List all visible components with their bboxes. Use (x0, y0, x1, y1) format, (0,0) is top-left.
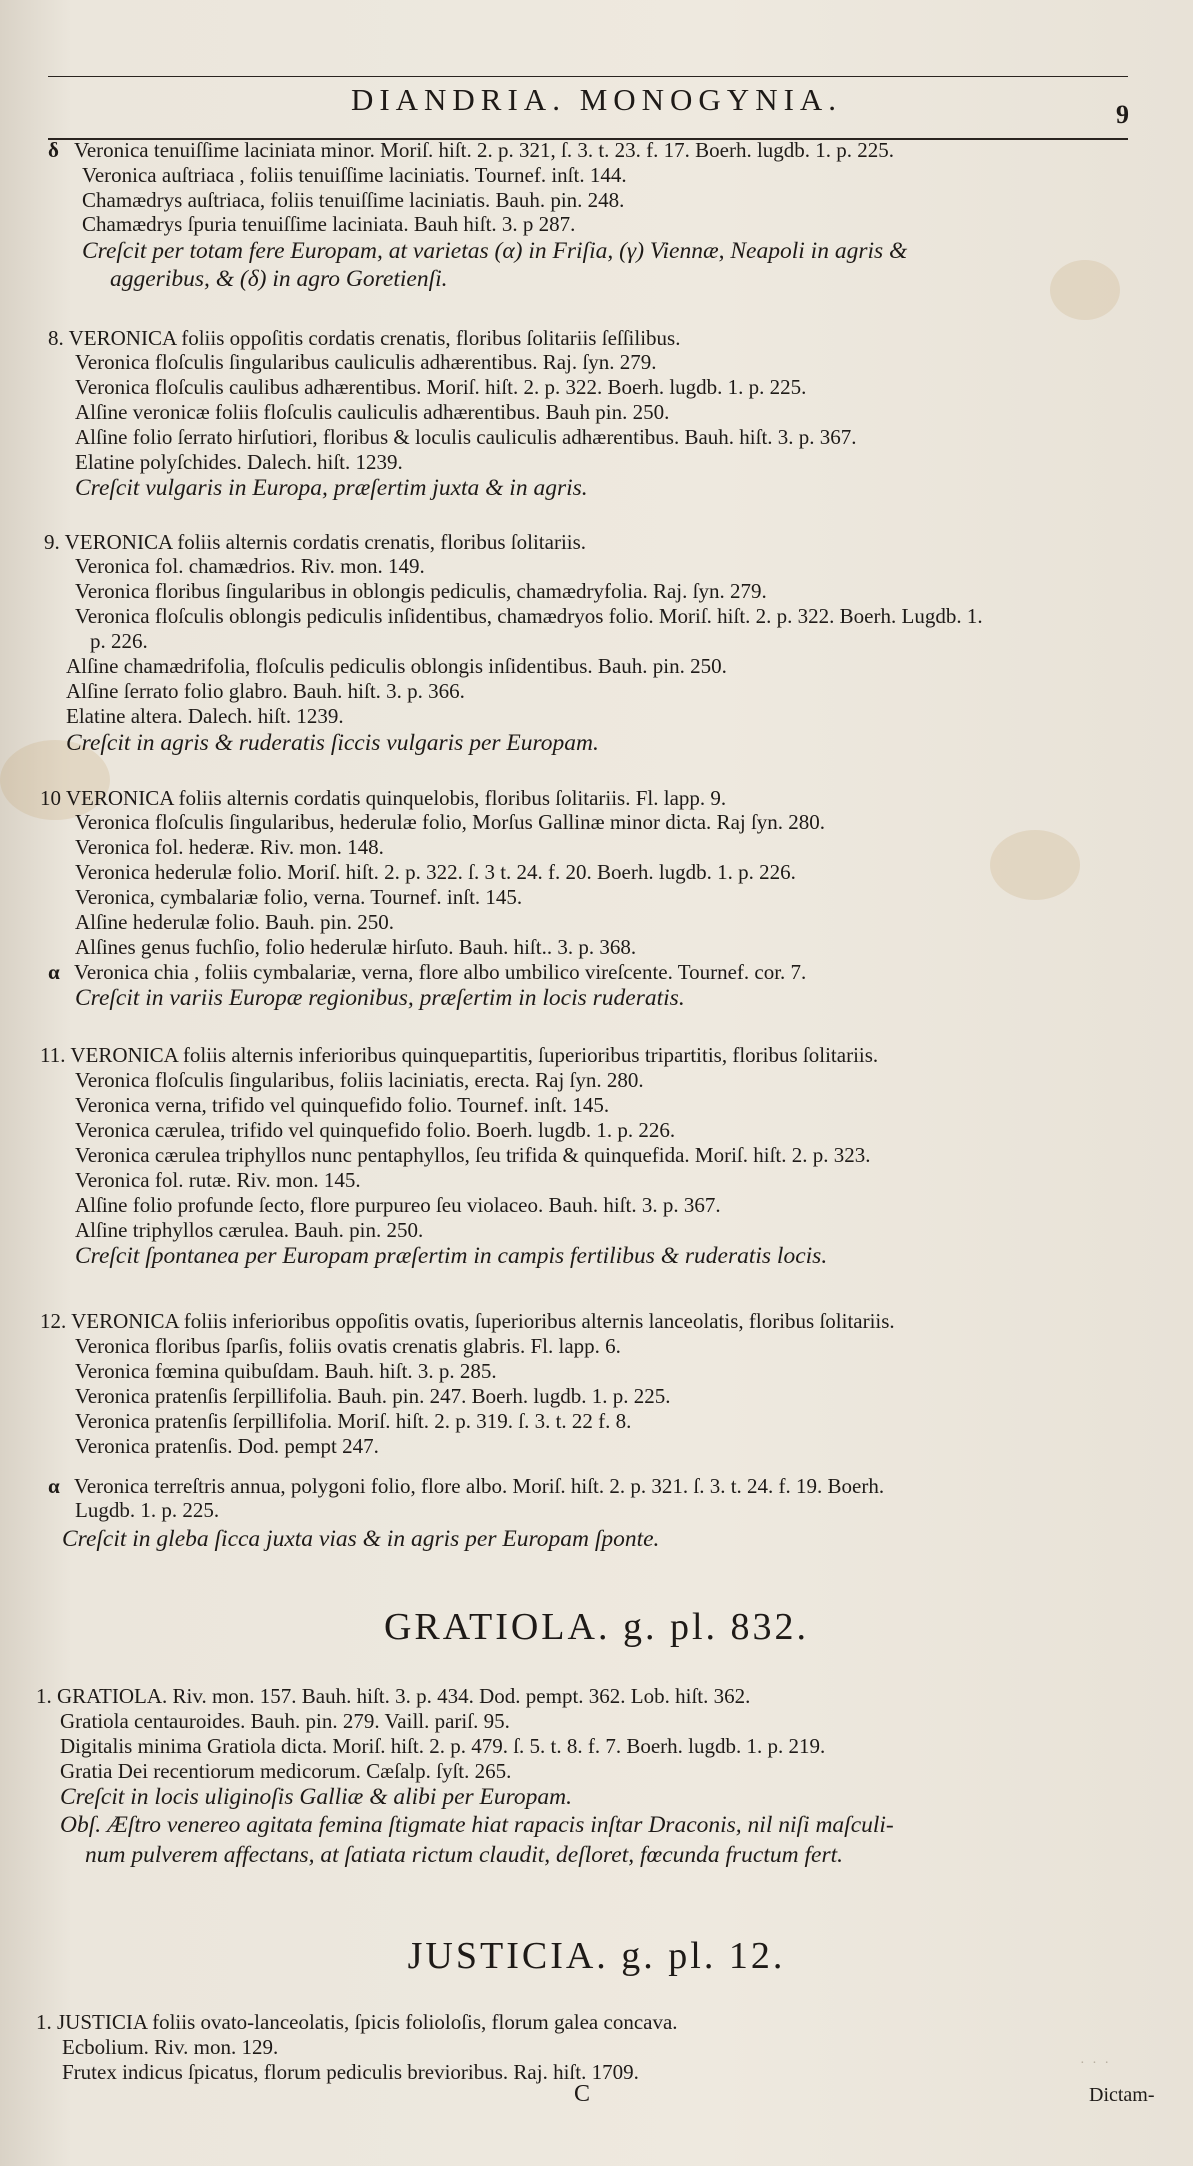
text-line (62, 2062, 639, 2083)
text-line (75, 1095, 609, 1116)
line-text: Veronica floſculis ſingularibus cauliculis adhærentibus. Raj. ſyn. 279. (75, 350, 657, 374)
line-text: Digitalis minima Gratiola dicta. Moriſ. hiſt. 2. p. 479. ſ. 5. t. 8. f. 7. Boerh. lugdb. 1. p. 219. (60, 1734, 826, 1758)
text-line (40, 1045, 878, 1066)
line-text: Alſines genus fuchſio, folio hederulæ hirſuto. Bauh. hiſt.. 3. p. 368. (75, 935, 637, 959)
italic-note-line (82, 240, 907, 264)
text-line (75, 887, 522, 908)
line-text: Elatine polyſchides. Dalech. hiſt. 1239. (75, 450, 403, 474)
text-line (75, 452, 403, 473)
line-text: Alſine triphyllos cærulea. Bauh. pin. 250. (75, 1218, 424, 1242)
italic-note-line (85, 1844, 843, 1868)
line-text: 8. VERONICA foliis oppoſitis cordatis crenatis, floribus ſolitariis ſeſſilibus. (48, 326, 681, 350)
line-text: Veronica floſculis ſingularibus, hederulæ folio, Morſus Gallinæ minor dicta. Raj ſyn. 280. (75, 810, 826, 834)
header-rule-top (48, 76, 1128, 77)
line-text: Elatine altera. Dalech. hiſt. 1239. (66, 704, 344, 728)
text-line (66, 656, 727, 677)
text-line (75, 812, 825, 833)
stain (1050, 260, 1120, 320)
line-text: Veronica chia , foliis cymbalariæ, verna, flore albo umbilico vireſcente. Tournef. cor. 7. (74, 960, 807, 984)
line-text: 1. GRATIOLA. Riv. mon. 157. Bauh. hiſt. 3. p. 434. Dod. pempt. 362. Lob. hiſt. 362. (36, 1684, 751, 1708)
line-text: Creſcit in locis uliginoſis Galliæ & alibi per Europam. (60, 1784, 572, 1810)
line-text: Lugdb. 1. p. 225. (75, 1498, 220, 1522)
italic-note-line (62, 1528, 659, 1552)
italic-note-line (60, 1786, 572, 1810)
text-line (75, 1070, 644, 1091)
italic-note-line (75, 987, 685, 1011)
text-line (75, 937, 636, 958)
line-text: Ecbolium. Riv. mon. 129. (62, 2035, 279, 2059)
line-text: Alſine hederulæ folio. Bauh. pin. 250. (75, 910, 395, 934)
genus-heading: JUSTICIA. g. pl. 12. (407, 1935, 786, 1977)
text-line (60, 1711, 510, 1732)
text-line (44, 532, 586, 553)
line-text: 10 VERONICA foliis alternis cordatis quinquelobis, floribus ſolitariis. Fl. lapp. 9. (40, 786, 727, 810)
text-line (82, 214, 575, 235)
text-line (75, 1411, 631, 1432)
text-line (60, 1761, 511, 1782)
variety-marker: α (48, 960, 60, 984)
italic-note-line (66, 732, 599, 756)
text-line (82, 165, 627, 186)
line-text: Veronica floribus ſparſis, foliis ovatis crenatis glabris. Fl. lapp. 6. (75, 1334, 621, 1358)
line-text: Veronica hederulæ folio. Moriſ. hiſt. 2. p. 322. ſ. 3 t. 24. f. 20. Boerh. lugdb. 1. p. 226. (75, 860, 796, 884)
line-text: Veronica auſtriaca , foliis tenuiſſime laciniatis. Tournef. inſt. 144. (82, 163, 627, 187)
line-text: Veronica, cymbalariæ folio, verna. Tournef. inſt. 145. (75, 885, 523, 909)
page-number: 9 (1116, 100, 1129, 129)
line-text: Frutex indicus ſpicatus, florum pediculis brevioribus. Raj. hiſt. 1709. (62, 2060, 639, 2084)
line-text: Creſcit in gleba ſicca juxta vias & in agris per Europam ſponte. (62, 1526, 660, 1552)
line-text: Alſine folio ſerrato hirſutiori, floribus & loculis cauliculis adhærentibus. Bauh. hiſt. 3. p. 367. (75, 425, 857, 449)
text-line (48, 1476, 884, 1497)
line-text: Veronica pratenſis. Dod. pempt 247. (75, 1434, 379, 1458)
line-text: Veronica floribus ſingularibus in oblongis pediculis, chamædryfolia. Raj. ſyn. 279. (75, 579, 767, 603)
line-text: Gratiola centauroides. Bauh. pin. 279. Vaill. pariſ. 95. (60, 1709, 510, 1733)
line-text: 12. VERONICA foliis inferioribus oppoſitis ovatis, ſuperioribus alternis lanceolatis, floribus ſolitariis. (40, 1309, 895, 1333)
line-text: Veronica fol. chamædrios. Riv. mon. 149. (75, 554, 425, 578)
text-line (75, 1386, 670, 1407)
text-line (75, 1195, 721, 1216)
genus-heading: GRATIOLA. g. pl. 832. (383, 1606, 810, 1648)
line-text: Veronica verna, trifido vel quinquefido folio. Tournef. inſt. 145. (75, 1093, 610, 1117)
text-line (66, 681, 465, 702)
text-line (40, 1311, 895, 1332)
line-text: Veronica cærulea triphyllos nunc pentaphyllos, ſeu trifida & quinquefida. Moriſ. hiſt. 2. p. 323. (75, 1143, 871, 1167)
line-text: Obſ. Æſtro venereo agitata femina ſtigmate hiat rapacis inſtar Draconis, nil niſi maſculi- (60, 1812, 894, 1838)
line-text: 11. VERONICA foliis alternis inferioribus quinquepartitis, ſuperioribus tripartitis, floribus ſolitariis. (40, 1043, 879, 1067)
text-line (75, 606, 983, 627)
line-text: Alſine folio profunde ſecto, flore purpureo ſeu violaceo. Bauh. hiſt. 3. p. 367. (75, 1193, 721, 1217)
variety-marker: α (48, 1474, 60, 1498)
catchword: Dictam- (1089, 2084, 1155, 2106)
line-text: 1. JUSTICIA foliis ovato-lanceolatis, ſpicis folioloſis, florum galea concava. (36, 2010, 678, 2034)
text-line (75, 862, 796, 883)
text-line (90, 631, 148, 652)
text-line (75, 377, 806, 398)
line-text: num pulverem affectans, at ſatiata rictum claudit, deſloret, fœcunda fructum fert. (85, 1842, 843, 1868)
text-line (60, 1736, 825, 1757)
line-text: Chamædrys ſpuria tenuiſſime laciniata. Bauh hiſt. 3. p 287. (82, 212, 576, 236)
signature-mark: C (574, 2081, 591, 2107)
line-text: Alſine ſerrato folio glabro. Bauh. hiſt. 3. p. 366. (66, 679, 465, 703)
line-text: Veronica fol. rutæ. Riv. mon. 145. (75, 1168, 361, 1192)
text-line (75, 1361, 497, 1382)
text-line (62, 2037, 278, 2058)
italic-note-line (60, 1814, 894, 1838)
text-line (75, 912, 394, 933)
line-text: p. 226. (90, 629, 148, 653)
line-text: Veronica pratenſis ſerpillifolia. Bauh. pin. 247. Boerh. lugdb. 1. p. 225. (75, 1384, 671, 1408)
text-line (75, 1500, 219, 1521)
text-line (75, 402, 669, 423)
text-line (75, 1145, 871, 1166)
line-text: Alſine veronicæ foliis floſculis cauliculis adhærentibus. Bauh pin. 250. (75, 400, 670, 424)
line-text: Gratia Dei recentiorum medicorum. Cæſalp. ſyſt. 265. (60, 1759, 512, 1783)
text-line (75, 1220, 423, 1241)
line-text: Veronica floſculis oblongis pediculis inſidentibus, chamædryos folio. Moriſ. hiſt. 2. p. 322. Boerh. Lugdb. 1. (75, 604, 983, 628)
text-line (75, 837, 384, 858)
italic-note-line (75, 1245, 827, 1269)
text-line (36, 2012, 678, 2033)
text-line (75, 1336, 621, 1357)
italic-note-line (75, 477, 588, 501)
line-text: Veronica cærulea, trifido vel quinquefido folio. Boerh. lugdb. 1. p. 226. (75, 1118, 676, 1142)
stain (990, 830, 1080, 900)
line-text: Creſcit in agris & ruderatis ſiccis vulgaris per Europam. (66, 730, 599, 756)
line-text: Veronica floſculis caulibus adhærentibus. Moriſ. hiſt. 2. p. 322. Boerh. lugdb. 1. p. 225. (75, 375, 807, 399)
text-line (66, 706, 344, 727)
text-line (75, 581, 767, 602)
line-text: Creſcit per totam fere Europam, at varietas (α) in Friſia, (γ) Viennæ, Neapoli in agris & (82, 238, 908, 264)
text-line (75, 1436, 379, 1457)
line-text: Veronica tenuiſſime laciniata minor. Moriſ. hiſt. 2. p. 321, ſ. 3. t. 23. f. 17. Boerh. lugdb. 1. p. 225. (74, 138, 895, 162)
line-text: Veronica pratenſis ſerpillifolia. Moriſ. hiſt. 2. p. 319. ſ. 3. t. 22 f. 8. (75, 1409, 632, 1433)
text-line (75, 427, 857, 448)
italic-note-line (110, 268, 448, 292)
line-text: Veronica fol. hederæ. Riv. mon. 148. (75, 835, 384, 859)
line-text: Chamædrys auſtriaca, foliis tenuiſſime laciniatis. Bauh. pin. 248. (82, 188, 625, 212)
line-text: Veronica floſculis ſingularibus, foliis laciniatis, erecta. Raj ſyn. 280. (75, 1068, 644, 1092)
text-line (82, 190, 624, 211)
line-text: aggeribus, & (δ) in agro Goretienſi. (110, 266, 448, 292)
text-line (36, 1686, 750, 1707)
text-line (75, 1120, 675, 1141)
text-line (75, 352, 656, 373)
line-text: 9. VERONICA foliis alternis cordatis crenatis, floribus ſolitariis. (44, 530, 587, 554)
text-line (48, 962, 806, 983)
show-through-text: · · · (1080, 2056, 1111, 2071)
text-line (40, 788, 726, 809)
line-text: Alſine chamædrifolia, floſculis pediculis oblongis inſidentibus. Bauh. pin. 250. (66, 654, 727, 678)
line-text: Creſcit in variis Europæ regionibus, præſertim in locis ruderatis. (75, 985, 685, 1011)
text-line (75, 556, 425, 577)
line-text: Veronica fœmina quibuſdam. Bauh. hiſt. 3. p. 285. (75, 1359, 497, 1383)
text-line (48, 140, 894, 161)
line-text: Creſcit ſpontanea per Europam præſertim in campis fertilibus & ruderatis locis. (75, 1243, 828, 1269)
running-head: DIANDRIA. MONOGYNIA. (350, 82, 843, 117)
line-text: Veronica terreſtris annua, polygoni folio, flore albo. Moriſ. hiſt. 2. p. 321. ſ. 3. t. 24. f. 19. Boerh. (74, 1474, 885, 1498)
text-line (75, 1170, 361, 1191)
variety-marker: δ (48, 138, 59, 162)
text-line (48, 328, 680, 349)
line-text: Creſcit vulgaris in Europa, præſertim juxta & in agris. (75, 475, 588, 501)
